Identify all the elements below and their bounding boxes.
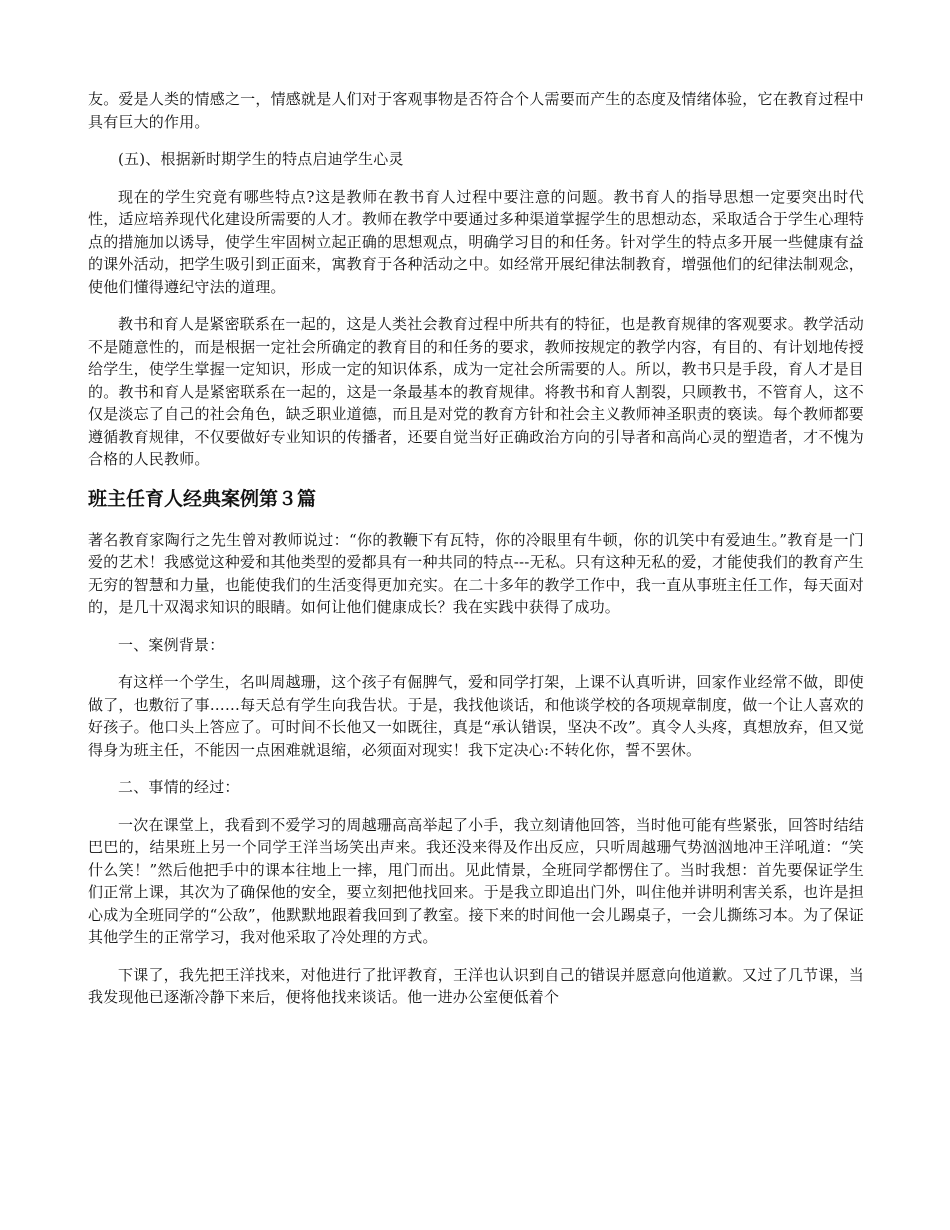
paragraph-case-process: 一次在课堂上，我看到不爱学习的周越珊高高举起了小手，我立刻请他回答，当时他可能有些紧张，回答时结结巴巴的，结果班上另一个同学王洋当场笑出声来。我还没来得及作出反应，只听周越珊气势汹汹地冲王洋吼道：“笑什么笑！”然后他把手中的课本往地上一摔，甩门而出。见此情景，全班同学都愣住了。当时我想：首先要保证学生们正常上课，其次为了确保他的安全，要立刻把他找回来。于是我立即追出门外，叫住他并讲明利害关系，也许是担心成为全班同学的“公敌”，他默默地跟着我回到了教室。接下来的时间他一会儿踢桌子，一会儿撕练习本。为了保证其他学生的正常学习，我对他采取了冷处理的方式。 xyxy=(88,815,864,946)
paragraph-continued: 友。爱是人类的情感之一，情感就是人们对于客观事物是否符合个人需要而产生的态度及情绪体验，它在教育过程中具有巨大的作用。 xyxy=(88,90,864,131)
paragraph-intro: 著名教育家陶行之先生曾对教师说过：“你的教鞭下有瓦特，你的冷眼里有牛顿，你的讥笑中有爱迪生。”教育是一门爱的艺术！我感觉这种爱和其他类型的爱都具有一种共同的特点---无私。只有这种无私的爱，才能使我们的教育产生无穷的智慧和力量，也能使我们的生活变得更加充实。在二十多年的教学工作中，我一直从事班主任工作，每天面对的，是几十双渴求知识的眼睛。如何让他们健康成长？我在实践中获得了成功。 xyxy=(88,530,864,616)
case-background-heading: 一、案例背景： xyxy=(118,635,225,654)
case-process-heading: 二、事情的经过： xyxy=(118,778,240,796)
paragraph-teaching-education: 教书和育人是紧密联系在一起的，这是人类社会教育过程中所共有的特征，也是教育规律的客观要求。教学活动不是随意性的，而是根据一定社会所确定的教育目的和任务的要求，教师按规定的教学内容，有目的、有计划地传授给学生，使学生掌握一定知识，形成一定的知识体系，成为一定社会所需要的人。所以，教书只是手段，育人才是目的。教书和育人是紧密联系在一起的，这是一条最基本的教育规律。将教书和育人割裂，只顾教书，不管育人，这不仅是淡忘了自己的社会角色，缺乏职业道德，而且是对党的教育方针和社会主义教师神圣职责的亵读。每个教师都要遵循教育规律，不仅要做好专业知识的传播者，还要自觉当好正确政治方向的引导者和高尚心灵的塑造者，才不愧为合格的人民教师。 xyxy=(88,315,864,468)
paragraph-student-traits: 现在的学生究竟有哪些特点?这是教师在教书育人过程中要注意的问题。教书育人的指导思想一定要突出时代性，适应培养现代化建设所需要的人才。教师在教学中要通过多种渠道掌握学生的思想动态，采取适合于学生心理特点的措施加以诱导，使学生牢固树立起正确的思想观点，明确学习目的和任务。针对学生的特点多开展一些健康有益的课外活动，把学生吸引到正面来，寓教育于各种活动之中。如经常开展纪律法制教育，增强他们的纪律法制观念，使他们懂得遵纪守法的道理。 xyxy=(88,187,864,296)
section-heading-5: (五)、根据新时期学生的特点启迪学生心灵 xyxy=(118,150,404,168)
paragraph-after-class: 下课了，我先把王洋找来，对他进行了批评教育，王洋也认识到自己的错误并愿意向他道歉。又过了几节课，当我发现他已逐渐冷静下来后，便将他找来谈话。他一进办公室便低着个 xyxy=(88,965,864,1006)
article-title: 班主任育人经典案例第３篇 xyxy=(88,487,317,510)
paragraph-case-background: 有这样一个学生，名叫周越珊，这个孩子有倔脾气，爱和同学打架，上课不认真听讲，回家作业经常不做，即使做了，也敷衍了事……每天总有学生向我告状。于是，我找他谈话，和他谈学校的各项规章制度，做一个让人喜欢的好孩子。他口头上答应了。可时间不长他又一如既往，真是“承认错误，坚决不改”。真令人头疼，真想放弃，但又觉得身为班主任，不能因一点困难就退缩，必须面对现实！我下定决心:不转化你，誓不罢休。 xyxy=(88,673,864,759)
document-page xyxy=(88,88,864,1024)
